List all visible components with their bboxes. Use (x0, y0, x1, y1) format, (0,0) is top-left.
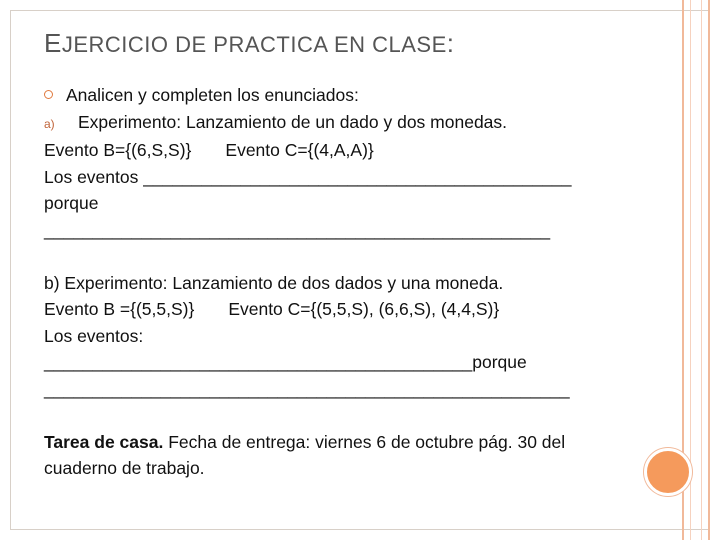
page-title (44, 28, 455, 59)
part-b-event-c: Evento C={(5,5,S), (6,6,S), (4,4,S)} (228, 299, 500, 319)
part-a-los-eventos: Los eventos ____________________________________________ (44, 166, 572, 187)
title-initial: E (44, 28, 62, 58)
part-b-experiment: b) Experimento: Lanzamiento de dos dados y una moneda. (44, 272, 504, 293)
part-b-los-eventos: Los eventos: (44, 325, 144, 346)
part-a-experiment (44, 109, 654, 138)
part-a-porque: porque (44, 193, 99, 213)
homework-line-2: cuaderno de trabajo. (44, 458, 205, 478)
part-a-event-c: Evento C={(4,A,A)} (225, 140, 374, 160)
slide-content (44, 82, 654, 482)
part-b-events (44, 296, 654, 323)
part-b-event-b: Evento B ={(5,5,S)} (44, 299, 195, 319)
part-a-events (44, 137, 654, 164)
part-b-blank-porque: ____________________________________________porque (44, 352, 527, 372)
title-text: JERCICIO DE PRACTICA EN CLASE (61, 32, 447, 57)
decorative-rail-inner (690, 0, 702, 540)
part-a-event-b: Evento B={(6,S,S)} (44, 140, 192, 160)
bullet-icon (44, 90, 53, 99)
part-a-blank: ____________________________________________________ (44, 219, 551, 240)
homework-line (44, 429, 654, 456)
part-a-experiment-text: Experimento: Lanzamiento de un dado y dos monedas. (78, 111, 508, 132)
homework-label: Tarea de casa. (44, 431, 164, 452)
part-b-blank: ______________________________________________________ (44, 378, 570, 399)
title-colon: : (446, 28, 455, 58)
bullet-text: Analicen y completen los enunciados: (66, 85, 359, 105)
homework-text: Fecha de entrega: viernes 6 de octubre pág. 30 del (163, 431, 566, 452)
part-a-marker: a) (44, 116, 55, 131)
bullet-item (44, 82, 654, 109)
